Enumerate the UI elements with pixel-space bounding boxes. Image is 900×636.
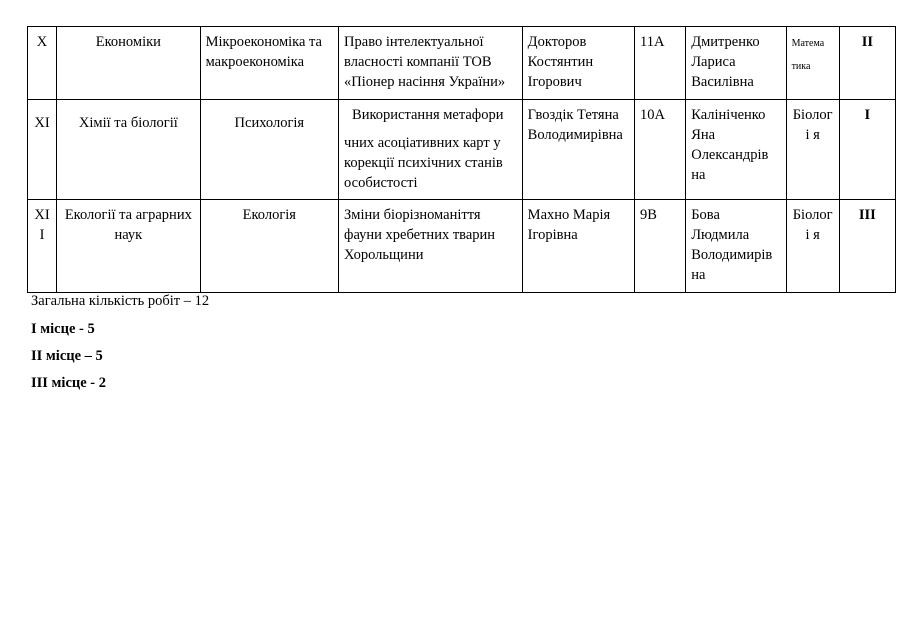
subject-name: Екологія xyxy=(200,200,338,293)
work-title xyxy=(339,100,523,200)
student-grade: 9В xyxy=(635,200,686,293)
teacher-subject xyxy=(786,27,839,100)
student-name: Гвоздік Тетяна Володимирівна xyxy=(522,100,634,200)
row-number: X xyxy=(28,27,57,100)
first-place-count: І місце - 5 xyxy=(31,321,95,337)
total-works: Загальна кількість робіт – 12 xyxy=(31,293,210,309)
subject-name: Мікроекономіка та макроекономіка xyxy=(200,27,338,100)
teacher-subject: Біологі я xyxy=(786,100,839,200)
table-row xyxy=(28,200,896,293)
table-row xyxy=(28,100,896,200)
teacher-subject: Біологі я xyxy=(786,200,839,293)
summary-block xyxy=(31,291,209,393)
place-cell: I xyxy=(839,100,895,200)
section-name: Економіки xyxy=(57,27,200,100)
place-cell: II xyxy=(839,27,895,100)
student-name: Махно Марія Ігорівна xyxy=(522,200,634,293)
subject-name: Психологія xyxy=(200,100,338,200)
place-cell: III xyxy=(839,200,895,293)
results-table xyxy=(27,26,896,293)
third-place-count: ІІІ місце - 2 xyxy=(31,375,107,391)
teacher-subject-line1: Матема xyxy=(791,38,825,49)
teacher-subject-line2: тика xyxy=(791,61,811,72)
student-grade: 10А xyxy=(635,100,686,200)
teacher-name: Дмитренко Лариса Василівна xyxy=(686,27,786,100)
work-title-rest: чних асоціативних карт у корекції психічних станів особистості xyxy=(344,135,503,191)
student-name: Докторов Костянтин Ігорович xyxy=(522,27,634,100)
row-number: XII xyxy=(28,200,57,293)
row-number: XI xyxy=(28,100,57,200)
section-name: Екології та аграрних наук xyxy=(57,200,200,293)
table-row xyxy=(28,27,896,100)
teacher-name: Бова Людмила Володимирів на xyxy=(686,200,786,293)
section-name: Хімії та біології xyxy=(57,100,200,200)
second-place-count: ІІ місце – 5 xyxy=(31,348,103,364)
work-title: Зміни біорізноманіття фауни хребетних тварин Хорольщини xyxy=(339,200,523,293)
work-title-line1: Використання метафори xyxy=(352,107,504,123)
student-grade: 11А xyxy=(635,27,686,100)
work-title: Право інтелектуальної власності компанії ТОВ «Піонер насіння України» xyxy=(339,27,523,100)
teacher-name: Калініченко Яна Олександрів на xyxy=(686,100,786,200)
